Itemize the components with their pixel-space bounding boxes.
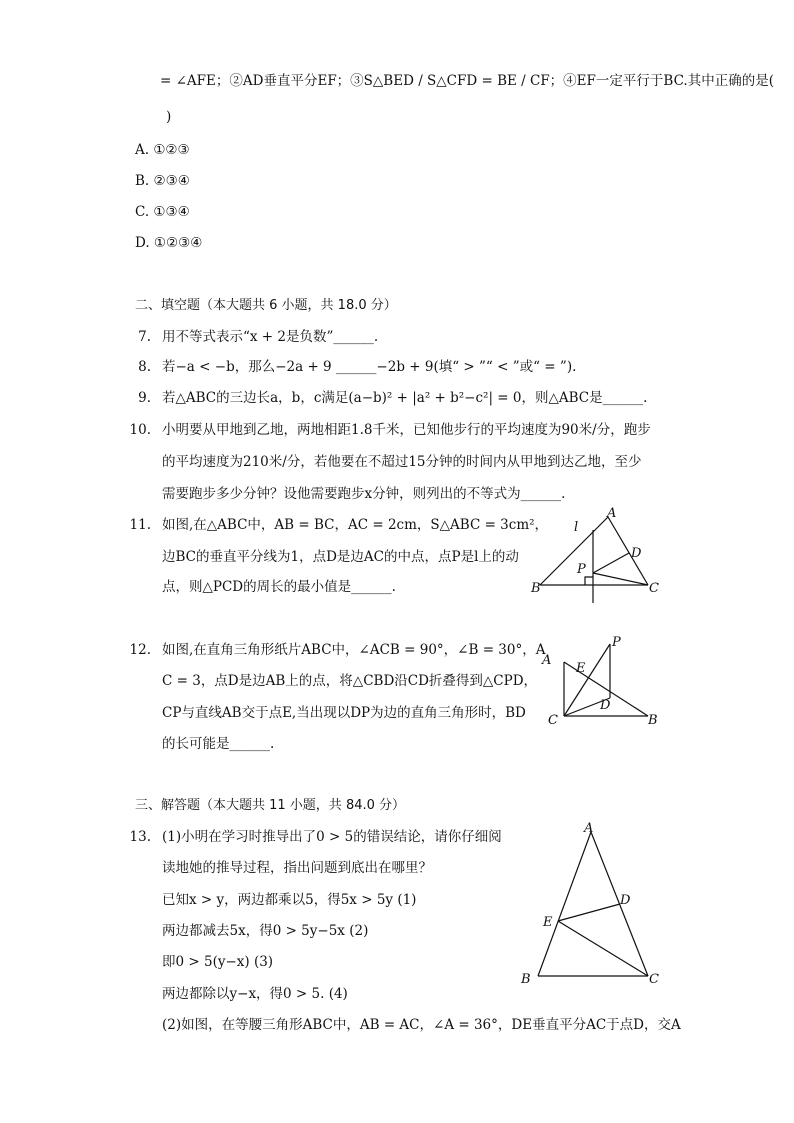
question-13-line-2: 读地她的推导过程，指出问题到底出在哪里？ — [162, 860, 432, 876]
question-11-line-2: 边BC的垂直平分线为1，点D是边AC的中点，点P是l上的动 — [162, 549, 519, 565]
section-heading-solve: 三、解答题（本大题共 11 小题，共 84.0 分） — [135, 798, 406, 813]
question-13-line-1: (1)小明在学习时推导出了0 > 5的错误结论，请你仔细阅 — [162, 829, 502, 845]
label-c: C — [649, 972, 659, 987]
label-b: B — [648, 713, 658, 728]
question-10-line-3: 需要跑步多少分钟？设他需要跑步x分钟，则列出的不等式为______. — [162, 486, 566, 502]
q11-triangle-figure — [525, 505, 670, 605]
question-9-text: 若△ABC的三边长a，b，c满足(a−b)² + |a² + b²−c²| = 0，则△ABC是______. — [162, 390, 648, 406]
q6-line-1: = ∠AFE；②AD垂直平分EF；③S△BED / S△CFD = BE / CF；④EF一定平行于BC.其中正确的是( — [160, 73, 774, 89]
question-13-line-6: 两边都除以y−x，得0 > 5. (4) — [162, 986, 348, 1002]
question-13-line-5: 即0 > 5(y−x) (3) — [162, 954, 274, 970]
question-12-line-1: 如图,在直角三角形纸片ABC中，∠ACB = 90°，∠B = 30°，A — [162, 642, 546, 658]
question-11-line-1: 如图,在△ABC中，AB = BC，AC = 2cm，S△ABC = 3cm²， — [162, 517, 549, 533]
option-b: B. ②③④ — [135, 173, 190, 189]
question-number: 12. — [129, 642, 151, 658]
question-12-line-3: CP与直线AB交于点E,当出现以DP为边的直角三角形时，BD — [162, 705, 526, 721]
label-c: C — [649, 581, 659, 596]
question-number: 9. — [138, 390, 151, 406]
question-number: 10. — [129, 422, 151, 438]
section-heading-fill-blank: 二、填空题（本大题共 6 小题，共 18.0 分） — [135, 298, 397, 313]
label-b: B — [531, 581, 541, 596]
label-p: P — [612, 635, 621, 650]
label-d: D — [631, 546, 642, 561]
question-8-text: 若−a < −b，那么−2a + 9 ______−2b + 9(填“ > ”“ < ”或“ = ”). — [162, 359, 577, 375]
question-10-line-1: 小明要从甲地到乙地，两地相距1.8千米，已知他步行的平均速度为90米/分，跑步 — [162, 422, 651, 438]
option-d: D. ①②③④ — [135, 235, 203, 251]
question-number: 7. — [138, 329, 151, 345]
question-13-line-3: 已知x > y，两边都乘以5，得5x > 5y (1) — [162, 892, 417, 908]
label-e: E — [576, 661, 586, 676]
q13-isosceles-triangle-figure — [510, 818, 670, 993]
label-a: A — [542, 653, 552, 668]
question-number: 11. — [129, 517, 151, 533]
option-a: A. ①②③ — [135, 142, 190, 158]
label-l: l — [574, 520, 579, 535]
label-d: D — [600, 698, 611, 713]
q12-folded-triangle-figure — [538, 632, 668, 732]
question-13-line-4: 两边都减去5x，得0 > 5y−5x (2) — [162, 923, 369, 939]
question-12-line-2: C = 3，点D是边AB上的点，将△CBD沿CD折叠得到△CPD， — [162, 673, 538, 689]
question-7-text: 用不等式表示“x + 2是负数”______. — [162, 329, 379, 345]
question-number: 13. — [129, 829, 151, 845]
option-c: C. ①③④ — [135, 204, 190, 220]
question-number: 8. — [138, 359, 151, 375]
label-p: P — [577, 562, 586, 577]
label-d: D — [620, 893, 631, 908]
label-e: E — [543, 915, 553, 930]
label-a: A — [607, 506, 617, 521]
q6-line-2: ) — [166, 109, 172, 125]
question-12-line-4: 的长可能是______. — [162, 736, 275, 752]
question-11-line-3: 点，则△PCD的周长的最小值是______. — [162, 579, 396, 595]
label-a: A — [584, 821, 594, 836]
label-c: C — [548, 713, 558, 728]
label-b: B — [521, 972, 531, 987]
question-10-line-2: 的平均速度为210米/分，若他要在不超过15分钟的时间内从甲地到达乙地，至少 — [162, 454, 642, 470]
question-13-line-7: (2)如图，在等腰三角形ABC中，AB = AC，∠A = 36°，DE垂直平分AC于点D，交A — [162, 1017, 681, 1033]
